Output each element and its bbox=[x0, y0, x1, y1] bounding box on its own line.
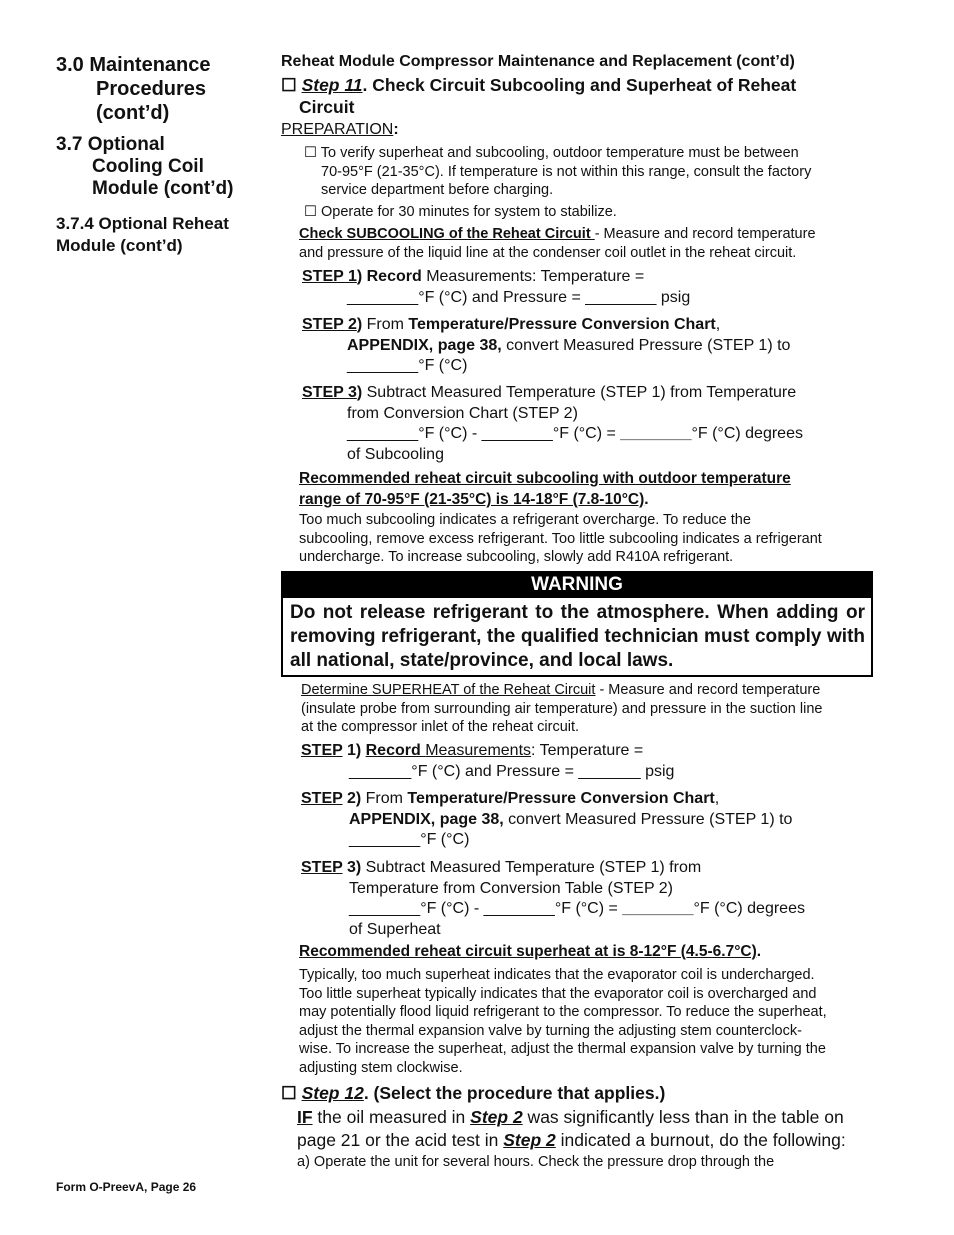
warning-title: WARNING bbox=[281, 571, 873, 598]
result-blank: ________ bbox=[622, 900, 694, 917]
text-line: Too little superheat typically indicates that the evaporator coil is overcharged and bbox=[299, 985, 817, 1002]
text-span: Subtract Measured Temperature (STEP 1) from Temperature bbox=[362, 384, 797, 401]
subcooling-step-1 bbox=[302, 267, 690, 308]
text-span: convert Measured Pressure (STEP 1) to bbox=[501, 336, 791, 354]
text-span: Subtract Measured Temperature (STEP 1) from bbox=[361, 859, 702, 876]
text-span: ________°F (°C) - ________°F (°C) = bbox=[347, 425, 621, 442]
section-heading-line: Procedures bbox=[96, 78, 207, 100]
text-line: ________°F (°C) and Pressure = ________ psig bbox=[347, 288, 691, 306]
page-footer: Form O-PreevA, Page 26 bbox=[56, 1180, 197, 1194]
text-span: 3) bbox=[342, 859, 362, 876]
text-span: range of 70-95°F (21-35°C) is 14-18°F (7.8-10°C) bbox=[299, 491, 645, 508]
text-span: was significantly less than in the table on bbox=[522, 1107, 844, 1127]
subsubsection-heading-line: 3.7.4 Optional Reheat bbox=[56, 214, 229, 233]
text-span: convert Measured Pressure (STEP 1) to bbox=[503, 810, 793, 828]
text-span: , bbox=[714, 790, 720, 807]
subsection-heading bbox=[56, 134, 233, 200]
text-line: Temperature from Conversion Table (STEP 2) bbox=[349, 879, 673, 897]
text-span: : Temperature = bbox=[531, 742, 644, 759]
text-line: of Superheat bbox=[349, 920, 441, 938]
step-label: STEP bbox=[301, 859, 343, 876]
text-span: APPENDIX, page 38, bbox=[349, 810, 504, 828]
text-span: - Measure and record temperature bbox=[594, 226, 816, 242]
superheat-intro bbox=[301, 681, 822, 737]
step-12-label: Step 12 bbox=[301, 1083, 364, 1103]
subsection-heading-line: Module (cont’d) bbox=[92, 178, 234, 199]
checkbox-icon: ☐ bbox=[281, 1083, 297, 1103]
step-12-title: . (Select the procedure that applies.) bbox=[363, 1083, 666, 1103]
superheat-step-2 bbox=[301, 789, 792, 851]
text-line: (insulate probe from surrounding air temperature) and pressure in the suction line bbox=[301, 700, 823, 717]
text-line: of Subcooling bbox=[347, 445, 444, 463]
if-keyword: IF bbox=[297, 1107, 313, 1127]
text-line: undercharge. To increase subcooling, slowly add R410A refrigerant. bbox=[299, 549, 734, 565]
text-span: APPENDIX, page 38, bbox=[347, 336, 502, 354]
page-header: Reheat Module Compressor Maintenance and Replacement (cont’d) bbox=[281, 53, 795, 70]
text-span: - Measure and record temperature bbox=[595, 682, 821, 698]
text-line: at the compressor inlet of the reheat circuit. bbox=[301, 719, 580, 735]
superheat-step-3 bbox=[301, 858, 805, 940]
text-span: . bbox=[644, 491, 649, 508]
text-span: Temperature/Pressure Conversion Chart bbox=[407, 790, 715, 807]
text-line: and pressure of the liquid line at the condenser coil outlet in the reheat circuit. bbox=[299, 244, 797, 261]
step-12-heading bbox=[281, 1083, 665, 1104]
step-2-ref: Step 2 bbox=[503, 1130, 556, 1150]
text-span: Measurements: Temperature = bbox=[421, 268, 645, 285]
step-label: STEP 3 bbox=[302, 384, 357, 401]
subcooling-intro bbox=[299, 225, 816, 262]
text-line: service department before charging. bbox=[321, 182, 554, 198]
section-heading-line: (cont’d) bbox=[96, 102, 170, 124]
step-11-title-cont: Circuit bbox=[299, 97, 355, 117]
text-line: Recommended reheat circuit subcooling with outdoor temperature bbox=[299, 470, 791, 487]
text-span: ) bbox=[356, 384, 363, 401]
subsubsection-heading-line: Module (cont’d) bbox=[56, 236, 183, 255]
superheat-step-1 bbox=[301, 741, 674, 782]
text-span: Measurements bbox=[425, 742, 532, 759]
text-span: ________°F (°C) - ________°F (°C) = bbox=[349, 900, 623, 917]
step-label: STEP 2 bbox=[302, 316, 357, 333]
step-label: STEP bbox=[301, 742, 343, 759]
superheat-determine-label: Determine SUPERHEAT of the Reheat Circuit bbox=[301, 682, 596, 698]
subcooling-check-label: Check SUBCOOLING of the Reheat Circuit bbox=[299, 226, 595, 242]
text-span: indicated a burnout, do the following: bbox=[555, 1130, 846, 1150]
text-span: 1) bbox=[342, 742, 366, 759]
text-span: the oil measured in bbox=[312, 1107, 471, 1127]
text-span: °F (°C) degrees bbox=[693, 900, 805, 917]
subsection-heading-line: Cooling Coil bbox=[92, 156, 204, 177]
text-line: Typically, too much superheat indicates that the evaporator coil is undercharged. bbox=[299, 967, 815, 983]
text-line: _______°F (°C) and Pressure = _______ psig bbox=[349, 762, 675, 780]
text-line: ________°F (°C) bbox=[349, 831, 470, 848]
text-span: Record bbox=[365, 742, 426, 759]
subcooling-recommendation bbox=[299, 468, 791, 510]
preparation-colon: : bbox=[393, 121, 399, 138]
section-heading bbox=[56, 53, 211, 125]
text-line: adjust the thermal expansion valve by turning the adjusting stem counterclock- bbox=[299, 1022, 802, 1039]
step-11-title: . Check Circuit Subcooling and Superheat of Reheat bbox=[362, 75, 797, 95]
text-span: ) Record bbox=[356, 268, 422, 285]
result-blank: ________ bbox=[620, 425, 692, 442]
step-label: STEP 1 bbox=[302, 268, 357, 285]
section-heading-line: 3.0 Maintenance bbox=[56, 54, 211, 76]
text-line: may potentially flood liquid refrigerant to the compressor. To reduce the superheat, bbox=[299, 1004, 827, 1020]
text-span: page 21 or the acid test in bbox=[297, 1130, 504, 1150]
step-11-heading bbox=[281, 74, 796, 118]
step-label: STEP bbox=[301, 790, 343, 807]
text-span: Temperature/Pressure Conversion Chart bbox=[408, 316, 716, 333]
subsubsection-heading bbox=[56, 213, 229, 257]
text-line: Too much subcooling indicates a refrigerant overcharge. To reduce the bbox=[299, 512, 751, 528]
step-2-ref: Step 2 bbox=[470, 1107, 523, 1127]
preparation-label: PREPARATION bbox=[281, 121, 394, 138]
checkbox-icon: ☐ bbox=[281, 75, 297, 95]
preparation-item-2: ☐ Operate for 30 minutes for system to stabilize. bbox=[304, 204, 617, 220]
preparation-item-1 bbox=[304, 144, 811, 200]
step-12-item-a: a) Operate the unit for several hours. Check the pressure drop through the bbox=[297, 1154, 775, 1170]
text-span: . bbox=[756, 943, 762, 960]
text-span: From bbox=[362, 316, 409, 333]
warning-text: Do not release refrigerant to the atmosphere. When adding or removing refrigerant, the qualified technician must comply with all national, state/province, and local laws. bbox=[281, 598, 873, 677]
superheat-note bbox=[299, 966, 827, 1077]
text-line: ☐ To verify superheat and subcooling, outdoor temperature must be between bbox=[304, 145, 799, 161]
text-line: wise. To increase the superheat, adjust the thermal expansion valve by turning the bbox=[299, 1041, 826, 1057]
text-line: from Conversion Chart (STEP 2) bbox=[347, 404, 578, 422]
superheat-recommendation bbox=[299, 943, 761, 961]
text-span: 2) bbox=[342, 790, 362, 807]
step-11-label: Step 11 bbox=[301, 75, 363, 95]
text-span: °F (°C) degrees bbox=[691, 425, 803, 442]
subcooling-step-2 bbox=[302, 315, 790, 377]
step-12-condition bbox=[297, 1106, 846, 1152]
subcooling-step-3 bbox=[302, 383, 803, 465]
text-span: , bbox=[715, 316, 721, 333]
text-span: Recommended reheat circuit superheat at is 8-12°F (4.5-6.7°C) bbox=[299, 943, 757, 960]
preparation-heading bbox=[281, 121, 399, 139]
subcooling-note bbox=[299, 511, 822, 567]
text-span: From bbox=[361, 790, 408, 807]
subsection-heading-line: 3.7 Optional bbox=[56, 134, 165, 155]
text-line: ________°F (°C) bbox=[347, 357, 468, 374]
text-line: adjusting stem clockwise. bbox=[299, 1059, 463, 1076]
text-span: ) bbox=[356, 316, 363, 333]
text-line: subcooling, remove excess refrigerant. Too little subcooling indicates a refrigerant bbox=[299, 530, 822, 547]
text-line: 70-95°F (21-35°C). If temperature is not within this range, consult the factory bbox=[321, 163, 812, 180]
